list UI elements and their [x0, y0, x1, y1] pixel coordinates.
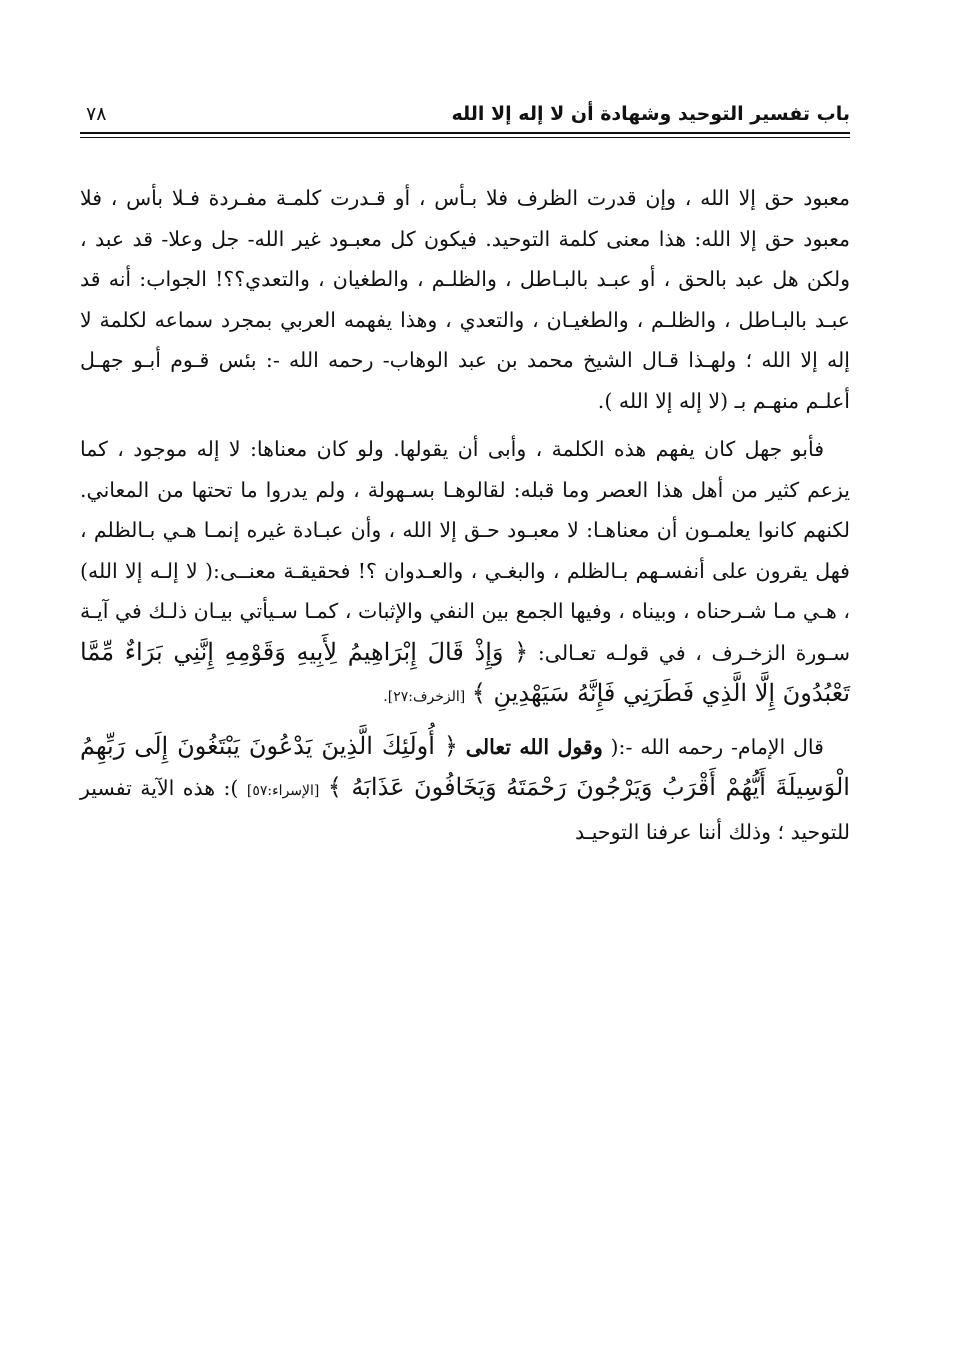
paragraph-1: معبود حق إلا الله ، وإن قدرت الظرف فلا بـأس ، أو قـدرت كلمـة مفـردة فـلا بأس ، فلا معبود حق إلا الله: هذا معنى كلمة التوحيد. فيكون كل معبـود غير الله- جل وعلا- قد عبد ، ولكن هل عبد بالحق ، أو عبـد بالبـاطل ، والظلـم ، والطغيان ، والتعدي؟؟! الجواب: أنه قد عبـد بالبـاطل ، والظلـم ، والطغيـان ، والتعدي ، وهذا يفهمه العربي بمجرد سماعه لكلمة لا إله إلا الله ؛ ولهـذا قـال الشيخ محمد بن عبد الوهاب- رحمه الله -: بئس قـوم أبـو جهـل أعلـم منهـم بـ (لا إله إلا الله ).	[80, 186, 850, 413]
quran-verse-isra: ﴿ أُولَئِكَ الَّذِينَ يَدْعُونَ يَبْتَغُونَ إِلَى رَبِّهِمُ الْوَسِيلَةَ أَيُّهُمْ أَقْرَبُ وَيَرْجُونَ رَحْمَتَهُ وَيَخَافُونَ عَذَابَهُ ﴾	[80, 731, 850, 801]
body-text	[80, 178, 850, 852]
chapter-title: باب تفسير التوحيد وشهادة أن لا إله إلا الله	[451, 103, 850, 125]
document-page	[80, 100, 850, 844]
page-header	[80, 100, 850, 132]
paragraph-2-text: فأبو جهل كان يفهم هذه الكلمة ، وأبى أن يقولها. ولو كان معناها: لا إله موجود ، كما يزعم كثير من أهل هذا العصر وما قبله: لقالوهـا بسـهولة ، ولم يدروا ما تحتها من المعاني. لكنهم كانوا يعلمـون أن معناهـا: لا معبـود حـق إلا الله ، وأن عبـادة غيره إنمـا هـي بـالظلم ، فهل يقرون على أنفسـهم بـالظلم ، والبغـي ، والعـدوان ؟! فحقيقـة معنــى:( لا إلـه إلا الله) ، هـي مـا شـرحناه ، وبيناه ، وفيها الجمع بين النفي والإثبات ، كمـا سـيأتي بيـان ذلـك في آيـة سـورة الزخـرف ، في قولـه تعـالى:	[80, 437, 850, 665]
verse-reference-isra: [الإسراء:٥٧]	[246, 783, 320, 799]
quran-verse-zukhruf: ﴿ وَإِذْ قَالَ إِبْرَاهِيمُ لِأَبِيهِ وَقَوْمِهِ إِنَّنِي بَرَاءٌ مِّمَّا تَعْبُدُونَ إِلَّا الَّذِي فَطَرَنِي فَإِنَّهُ سَيَهْدِينِ ﴾	[80, 637, 850, 707]
paragraph-2	[80, 429, 850, 718]
header-rule-thin	[80, 137, 850, 138]
header-rule-thick	[80, 132, 850, 134]
paragraph-3-rest: ): هذه الآية تفسير للتوحيد ؛ وذلك أننا عرفنا التوحيـد	[80, 776, 850, 844]
paragraph-3	[80, 726, 850, 853]
paragraph-3-intro: قال الإمام- رحمه الله -:(	[610, 734, 824, 759]
page-number: ٧٨	[86, 103, 107, 125]
verse-reference-zukhruf: [الزخرف:٢٧].	[383, 689, 466, 705]
paragraph-3-bold-heading: وقول الله تعالى	[465, 734, 603, 759]
